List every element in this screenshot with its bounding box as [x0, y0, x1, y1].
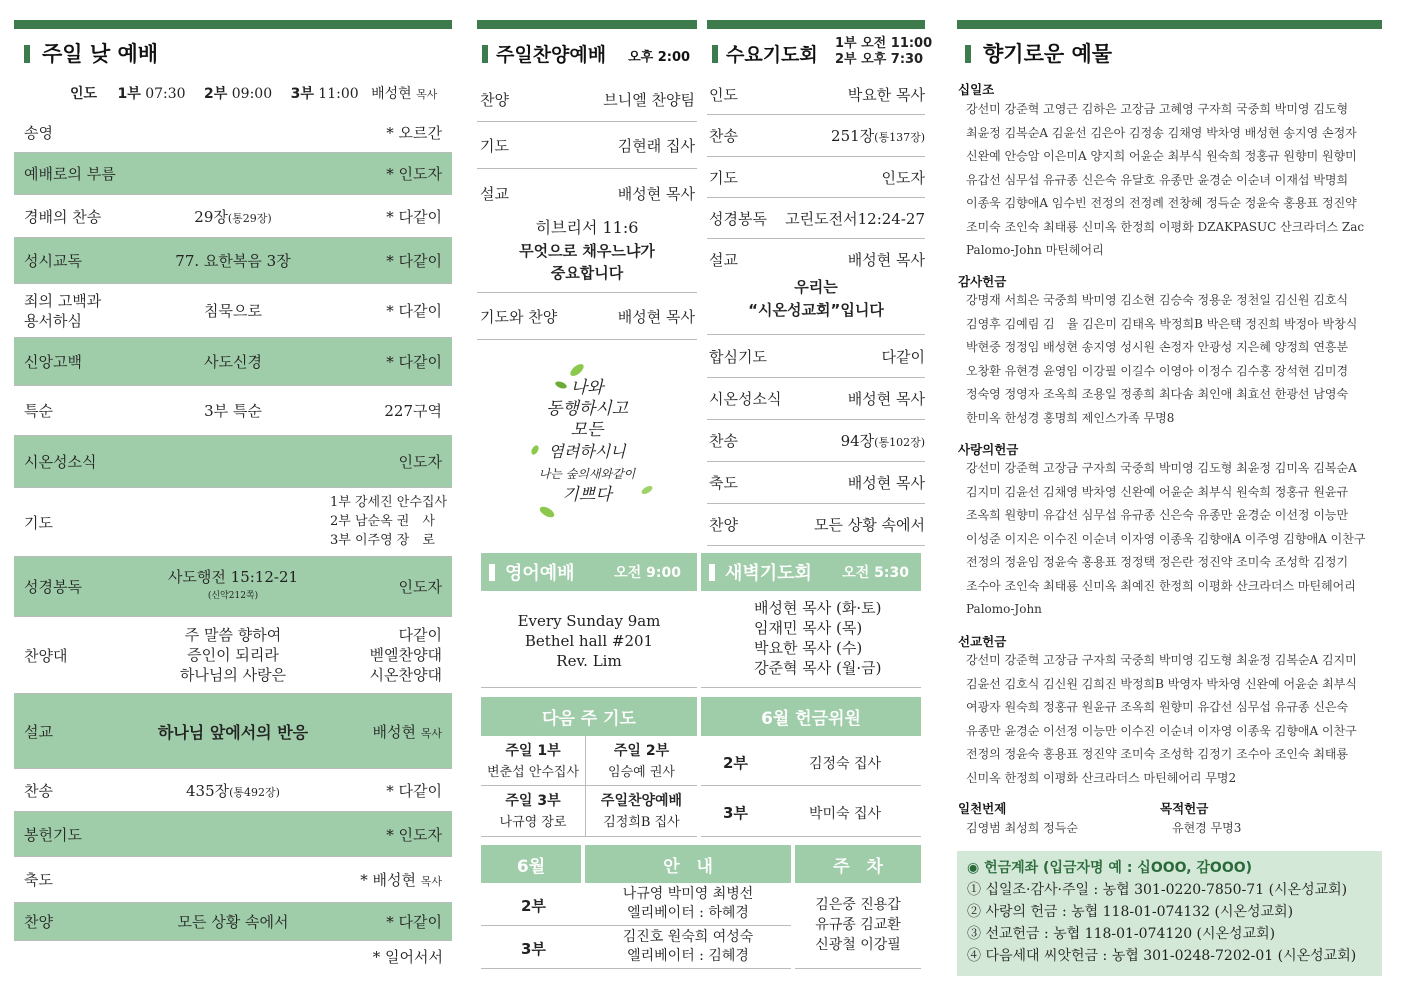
order-confession: 죄의 고백과 용서하심 침묵으로 * 다같이 [14, 284, 452, 338]
order-special: 특순 3부 특순 227구역 [14, 386, 452, 436]
col3-times: 1부 오전 11:00 2부 오후 7:30 [835, 36, 933, 67]
afternoon-praise: 찬양 브니엘 찬양팀 [477, 77, 697, 122]
mission-heading: 선교헌금 [958, 634, 1007, 649]
order-creed: 신앙고백 사도신경 * 다같이 [14, 338, 452, 386]
order-news: 시온성소식 인도자 [14, 436, 452, 488]
order-scripture: 성경봉독 사도행전 15:12-21 (신약212쪽) 인도자 [14, 557, 452, 617]
thanks-names: 강명재 서희은 국중희 박미영 김소현 김승숙 정용운 정천일 김신원 김호식 김영후 김예림 김 율 김은미 김태옥 박정희B 박은택 정진희 박정아 박창식 박현중 정정임 배성현 송지영 성시원 손정자 안광성 지은혜 양정희 연흥분 오창환 유현경 윤영임 이강필 이길수 이영아 이정수 김수홍 장석현 김미경 정숙영 정영자 조옥희 조용일 정종희 최다솜 최인애 최효선 한광선 남영숙 한미옥 한성경 홍명희 제인스가족 무명8 [966, 293, 1358, 425]
col3-title: 수요기도회 [712, 40, 818, 67]
next-prayer-grid: 주일 1부 변춘섭 안수집사 주일 2부 임승예 권사 주일 3부 나규영 장로 주일찬양예배 김정희B 집사 [481, 736, 697, 837]
love-heading: 사랑의헌금 [958, 442, 1019, 457]
afternoon-pray-praise: 기도와 찬양 배성현 목사 [477, 293, 697, 340]
purpose-names: 유현경 무명3 [1172, 821, 1242, 835]
wed-hymn2: 찬송 94장(통102장) [707, 420, 925, 462]
stand-note: * 일어서서 [372, 948, 443, 966]
love-names: 강선미 강준혁 고장금 구자희 국중희 박미영 김도형 최윤정 김미옥 김복순A 김지미 김윤선 김채영 박차영 신완예 어윤순 최부식 원숙희 정홍규 원윤규 조옥희 원향미 유갑선 심무섭 유규종 신은숙 유종만 윤경순 이선정 이능만 이성준 이지은 이수진 이순녀 이자영 이종욱 김향애A 이주영 김향애A 이찬구 전정의 정윤임 정윤숙 홍용표 정정택 정은란 정진약 조미숙 조성학 김정기 조수아 조인숙 최태룡 신미옥 최예진 한정희 이평화 산크라더스 마틴헤어리 Palomo-John [966, 461, 1366, 616]
mission-names: 강선미 강준혁 고장금 구자희 국중희 박미영 김도형 최윤정 김복순A 김지미 김윤선 김호식 김신원 김희진 박정희B 박영자 박차영 신완예 어윤순 최부식 여광자 원숙희 정홍규 원윤규 조옥희 원향미 유갑선 심무섭 유규종 신은숙 유종만 윤경순 이선정 이능만 이수진 이순녀 이자영 이종욱 김향애A 이찬구 전정의 정윤숙 홍용표 정진약 조미숙 조성학 김정기 조수아 조인숙 최태룡 신미옥 한정희 이평화 산크라더스 마틴헤어리 무명2 [966, 653, 1357, 785]
dawn-prayer-header: 새벽기도회 오전 5:30 [701, 553, 921, 591]
wed-hymn: 찬송 251장(통137장) [707, 115, 925, 157]
order-offering-prayer: 봉헌기도 * 인도자 [14, 812, 452, 857]
firstfruit-names: 김영범 최성희 정득순 [966, 821, 1078, 835]
order-call: 예배로의 부름 * 인도자 [14, 153, 452, 195]
wed-leader: 인도 박요한 목사 [707, 75, 925, 115]
purpose-heading: 목적헌금 [1160, 801, 1209, 816]
offering-staff-list: 2부 김정숙 집사 3부 박미숙 집사 [701, 736, 921, 837]
col1-topbar [14, 20, 452, 29]
order-prayer: 기도 1부 강세진 안수집사 2부 남순옥 권 사 3부 이주영 장 로 [14, 488, 452, 557]
order-responsive: 성시교독 77. 요한복음 3장 * 다같이 [14, 238, 452, 284]
thanks-heading: 감사헌금 [958, 274, 1007, 289]
col4-title: 향기로운 예물 [965, 38, 1112, 68]
next-prayer-header: 다음 주 기도 [481, 697, 697, 736]
english-service-header: 영어예배 오전 9:00 [481, 553, 697, 591]
wed-unison-prayer: 합심기도 다같이 [707, 335, 925, 378]
wed-prayer: 기도 인도자 [707, 157, 925, 198]
order-songyeong: 송영 * 오르간 [14, 113, 452, 153]
col4-topbar [957, 20, 1382, 29]
order-hymn1: 경배의 찬송 29장(통29장) * 다같이 [14, 195, 452, 238]
order-choir: 찬양대 주 말씀 향하여 증인이 되리라 하나님의 사랑은 다같이 벧엘찬양대 시온찬양대 [14, 617, 452, 694]
order-benediction: 축도 * 배성현 목사 [14, 857, 452, 903]
afternoon-prayer: 기도 김현래 집사 [477, 122, 697, 169]
order-sermon: 설교 하나님 앞에서의 반응 배성현 목사 [14, 694, 452, 769]
tithe-names: 강선미 강준혁 고영근 김하은 고장금 고혜영 구자희 국중희 박미영 김도형 최윤정 김복순A 김윤선 김은아 김정송 김채영 박차영 배성현 송지영 손정자 신완예 안승암 이은미A 양지희 어윤순 최부식 원숙희 정홍규 원향미 원향미 유갑선 심무섭 유규종 신은숙 유달호 유종만 윤경순 이순녀 이재섭 박명희 이종욱 김향애A 임수빈 전정의 전정례 전창혜 정득순 정윤숙 홍용표 정진약 조미숙 조인숙 최태룡 신미옥 한정희 이평화 DZAKPASUC 산크라더스 Zac Palomo-John 마틴헤어리 [966, 102, 1365, 257]
offering-staff-header: 6월 헌금위원 [701, 697, 921, 736]
order-praise: 찬양 모든 상황 속에서 * 다같이 [14, 903, 452, 941]
wed-praise: 찬양 모든 상황 속에서 [707, 504, 925, 546]
guide-table: 6월 안 내 주 차 2부 나규영 박미영 최병선 엘리베이터 : 하혜경 3부 김진호 원숙희 여성숙 엘리베이터 : 김혜경 김은중 진용갑 유규종 김교환 신광철 이강필 [481, 845, 921, 969]
tithe-heading: 십일조 [958, 82, 995, 97]
col2-topbar [477, 20, 697, 29]
col1-title: 주일 낮 예배 [24, 38, 158, 68]
english-service-body: Every Sunday 9am Bethel hall #201 Rev. Lim [481, 591, 697, 688]
afternoon-sermon: 설교 배성현 목사 히브리서 11:6 무엇으로 채우느냐가 중요합니다 [477, 169, 697, 293]
dawn-prayer-body: 배성현 목사 (화·토) 임재민 목사 (목) 박요한 목사 (수) 강준혁 목사 (월·금) [701, 591, 921, 688]
firstfruit-heading: 일천번제 [958, 801, 1007, 816]
offering-accounts: ◉ 헌금계좌 (입금자명 예 : 십OOO, 감OOO) ① 십일조·감사·주일 : 농협 301-0220-7850-71 (시온성교회) ② 사랑의 헌금 : 농협 118-01-074132 (시온성교회) ③ 선교헌금 : 농협 118-01-074120 (시온성교회) ④ 다음세대 씨앗헌금 : 농협 301-0248-7202-01 (시온성교회) [957, 851, 1382, 976]
service-times: 인도 1부 07:30 2부 09:00 3부 11:00 배성현 목사 [70, 86, 438, 102]
col2-title: 주일찬양예배 오후 2:00 [482, 40, 690, 67]
order-hymn2: 찬송 435장(통492장) * 다같이 [14, 769, 452, 812]
calligraphy-artwork: 나와 동행하시고 모든 염려하시니 나는 숲의새와같이 기쁘다 [477, 340, 697, 546]
wed-benediction: 축도 배성현 목사 [707, 462, 925, 504]
wed-news: 시온성소식 배성현 목사 [707, 378, 925, 420]
wed-scripture: 성경봉독 고린도전서12:24-27 [707, 198, 925, 239]
col3-topbar [707, 20, 925, 29]
wed-sermon: 설교 배성현 목사 우리는 “시온성교회”입니다 [707, 239, 925, 335]
